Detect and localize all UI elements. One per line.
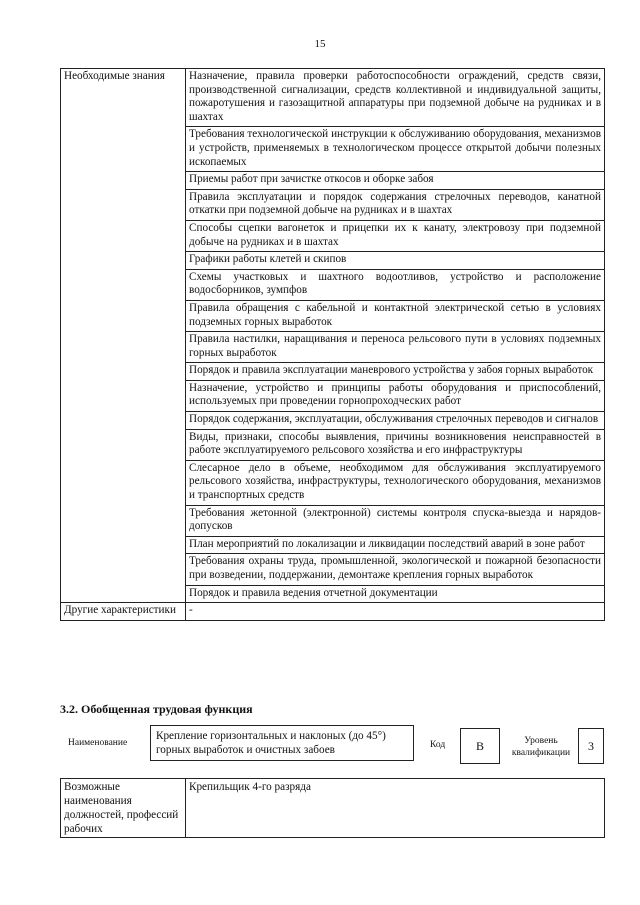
knowledge-label: Необходимые знания — [61, 69, 186, 603]
knowledge-item: Назначение, устройство и принципы работы оборудования и приспособлений, используемых при проведении горнопроходческих работ — [186, 380, 605, 411]
knowledge-item: Порядок содержания, эксплуатации, обслуживания стрелочных переводов и сигналов — [186, 412, 605, 430]
qualification-level-value: 3 — [578, 728, 604, 764]
knowledge-item: Слесарное дело в объеме, необходимом для обслуживания эксплуатируемого рельсового хозяйства, инфраструктуры, технологического оборудования, механизмов и транспортных средств — [186, 460, 605, 505]
knowledge-item: Назначение, правила проверки работоспособности ограждений, средств связи, производственной сигнализации, средств коллективной и индивидуальной защиты, пожаротушения и газозащитной аппаратуры при подземной добыче на рудниках и в шахтах — [186, 69, 605, 127]
knowledge-item: Правила эксплуатации и порядок содержания стрелочных переводов, канатной откатки при подземной добыче на рудниках и в шахтах — [186, 189, 605, 220]
knowledge-item: Виды, признаки, способы выявления, причины возникновения неисправностей в работе эксплуатируемого рельсового хозяйства и его инфраструктуры — [186, 429, 605, 460]
knowledge-item: Способы сцепки вагонеток и прицепки их к канату, электровозу при подземной добыче на рудниках и в шахтах — [186, 220, 605, 251]
table-row — [61, 603, 605, 621]
function-name-label: Наименование — [68, 738, 128, 748]
knowledge-item: Графики работы клетей и скипов — [186, 252, 605, 270]
positions-table — [60, 778, 605, 838]
knowledge-item: Порядок и правила ведения отчетной документации — [186, 585, 605, 603]
section-heading: 3.2. Обобщенная трудовая функция — [60, 702, 253, 716]
other-characteristics-label: Другие характеристики — [61, 603, 186, 621]
knowledge-item: Правила настилки, наращивания и переноса рельсового пути в условиях подземных горных выработок — [186, 332, 605, 363]
function-name-value: Крепление горизонтальных и наклоных (до 45°) горных выработок и очистных забоев — [150, 725, 414, 761]
function-code-label: Код — [430, 740, 446, 750]
knowledge-item: Порядок и правила эксплуатации маневрового устройства у забоя горных выработок — [186, 363, 605, 381]
knowledge-item: Правила обращения с кабельной и контактной электрической сетью в условиях подземных горных выработок — [186, 300, 605, 331]
qualification-level-label: Уровень квалификации — [511, 736, 571, 758]
table-row — [61, 69, 605, 127]
other-characteristics-value: - — [186, 603, 605, 621]
knowledge-table — [60, 68, 605, 621]
positions-label: Возможные наименования должностей, профессий рабочих — [61, 779, 186, 838]
positions-value: Крепильщик 4-го разряда — [186, 779, 605, 838]
knowledge-item: Приемы работ при зачистке откосов и оборке забоя — [186, 172, 605, 190]
knowledge-item: План мероприятий по локализации и ликвидации последствий аварий в зоне работ — [186, 536, 605, 554]
knowledge-item: Требования жетонной (электронной) системы контроля спуска-выезда и нарядов-допусков — [186, 505, 605, 536]
page-number: 15 — [314, 38, 326, 50]
knowledge-item: Требования охраны труда, промышленной, экологической и пожарной безопасности при возведении, поддержании, демонтаже крепления горных выработок — [186, 554, 605, 585]
function-code-value: В — [460, 728, 500, 764]
knowledge-item: Схемы участковых и шахтного водоотливов, устройство и расположение водосборников, зумпфов — [186, 269, 605, 300]
knowledge-item: Требования технологической инструкции к обслуживанию оборудования, механизмов и устройств, применяемых в технологическом процессе открытой добычи полезных ископаемых — [186, 127, 605, 172]
table-row — [61, 779, 605, 838]
